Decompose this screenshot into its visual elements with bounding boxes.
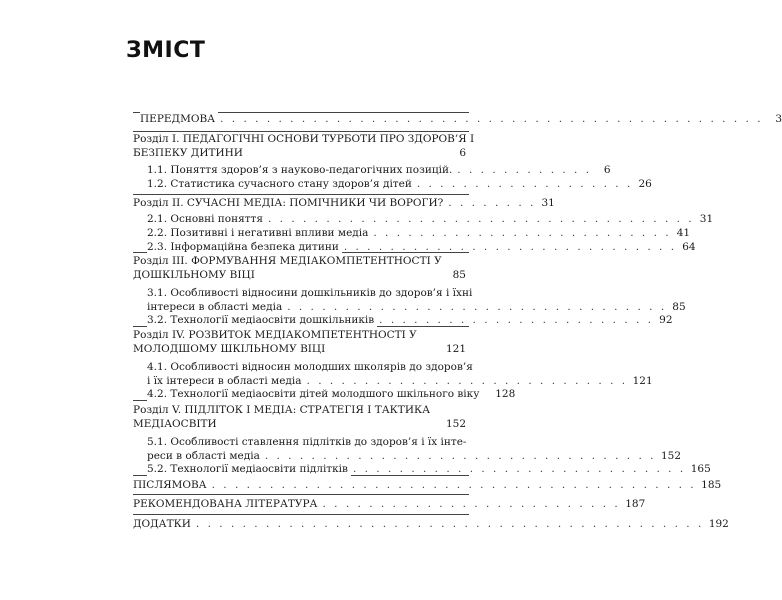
page-title: ЗМІСТ: [126, 38, 206, 63]
toc-entry-2-2: [147, 226, 691, 240]
toc-entry-2-3: [147, 240, 696, 254]
toc-entry-label: МОЛОДШОМУ ШКІЛЬНОМУ ВІЦІ: [133, 342, 328, 356]
toc-entry-3-1: [147, 300, 686, 314]
dot-leader: . . . . . . . . . . . . . . . . . . . . . . . . . . . . .: [343, 241, 677, 253]
toc-entry-4-2: [147, 387, 516, 401]
toc-entry-chapter-1: [133, 146, 466, 160]
toc-entry-label: 1.1. Поняття здоров’я з науково-педагогічних позицій.: [147, 163, 455, 177]
dot-leader: .: [259, 269, 266, 281]
toc-entry-label: Розділ IV. РОЗВИТОК МЕДІАКОМПЕТЕНТНОСТІ У: [133, 329, 417, 341]
toc-entry-2-1: [147, 212, 714, 226]
toc-page-number: 152: [660, 450, 681, 462]
toc-entry-label: ДОШКІЛЬНОМУ ВІЦІ: [133, 268, 258, 282]
toc-page-number: 92: [659, 314, 673, 326]
dot-leader: . . . . . . . . . . . . . . . . . . . . . . . . . . . . . . . . .: [287, 301, 667, 313]
separator-line: [133, 494, 469, 495]
toc-entry-label: Розділ І. ПЕДАГОГІЧНІ ОСНОВИ ТУРБОТИ ПРО ЗДОРОВ’Я І: [133, 133, 475, 145]
toc-entry-label: Розділ V. ПІДЛІТОК І МЕДІА: СТРАТЕГІЯ І ТАКТИКА: [133, 404, 431, 416]
toc-entry-label: 2.2. Позитивні і негативні впливи медіа: [147, 226, 371, 240]
toc-page-number: 152: [445, 418, 466, 430]
dot-leader: .: [221, 418, 228, 430]
toc-entry-afterword: [133, 478, 722, 492]
toc-entry-chapter-4: [133, 342, 466, 356]
toc-entry-4-1: [147, 374, 653, 388]
dot-leader: . . . . . . . . . . . . . . . . . . . . . . . . . . . . . . . . . .: [264, 450, 656, 462]
toc-entry-5-1-line1: [147, 435, 469, 449]
separator-line: [133, 194, 469, 195]
toc-entry-preface: [140, 112, 782, 126]
toc-page-number: 121: [445, 343, 466, 355]
toc-entry-chapter-2: [133, 196, 555, 210]
toc-entry-label: ПІСЛЯМОВА: [133, 478, 210, 492]
toc-page-number: 192: [708, 518, 729, 530]
dot-leader: . . . . . . . . . . . . . . . . . . . . . . . . . . . . . . . . . . . . . . . . . .: [211, 479, 697, 491]
toc-entry-chapter-3: [133, 268, 466, 282]
toc-entry-label: РЕКОМЕНДОВАНА ЛІТЕРАТУРА: [133, 497, 321, 511]
toc-page-number: 121: [632, 375, 653, 387]
dot-leader: . . . . . . . . . . . . . . . . . . . . . . . . . .: [322, 498, 621, 510]
dot-leader: .: [247, 147, 254, 159]
toc-entry-label: 5.1. Особливості ставлення підлітків до здоров’я і їх інте-: [147, 436, 467, 448]
toc-entry-label: БЕЗПЕКУ ДИТИНИ: [133, 146, 246, 160]
toc-page-number: 187: [625, 498, 646, 510]
toc-page-number: 31: [699, 213, 714, 225]
toc-entry-1-1: [147, 163, 611, 177]
toc-entry-label: 1.2. Статистика сучасного стану здоров’я дітей: [147, 177, 415, 191]
toc-page-number: 26: [638, 178, 652, 190]
dot-leader: . . . . . . . . . . . . . . . . . . . . . . . . . .: [373, 227, 672, 239]
toc-page-number: 31: [541, 197, 555, 209]
toc-entry-label: 2.1. Основні поняття: [147, 212, 266, 226]
toc-page-number: 64: [682, 241, 696, 253]
dot-leader: .: [330, 343, 337, 355]
toc-entry-label: 5.2. Технології медіаосвіти підлітків: [147, 462, 351, 476]
toc-entry-label: МЕДІАОСВІТИ: [133, 417, 220, 431]
toc-entry-5-2: [147, 462, 711, 476]
toc-page-number: 6: [603, 164, 611, 176]
dot-leader: . . . . . . . . . . . . . . . . . . . . . . . . . . . . .: [352, 463, 686, 475]
separator-line: [133, 514, 469, 515]
toc-entry-chapter-5-line1: [133, 403, 469, 417]
toc-entry-label: ПЕРЕДМОВА: [140, 112, 218, 126]
toc-entry-label: 4.1. Особливості відносин молодших школярів до здоров’я: [147, 361, 473, 373]
dot-leader: . . . . . . . . . . . . . . . . . . . . . . . . . . . . . . . . . . . . . . . . . . . .: [195, 518, 704, 530]
toc-page-number: 85: [672, 301, 686, 313]
toc-entry-chapter-1-line1: [133, 132, 475, 146]
toc-entry-5-1: [147, 449, 681, 463]
toc-entry-label: 2.3. Інформаційна безпека дитини: [147, 240, 342, 254]
toc-entry-chapter-4-line1: [133, 328, 469, 342]
toc-entry-label: Розділ ІІІ. ФОРМУВАННЯ МЕДІАКОМПЕТЕНТНОСТІ У: [133, 255, 442, 267]
toc-entry-chapter-3-line1: [133, 254, 469, 268]
toc-page-number: 85: [452, 269, 466, 281]
toc-entry-label: 3.2. Технології медіаосвіти дошкільників: [147, 313, 377, 327]
dot-leader: . . . . . . . . . . . .: [457, 164, 592, 176]
toc-entry-label: Розділ ІІ. СУЧАСНІ МЕДІА: ПОМІЧНИКИ ЧИ ВОРОГИ?: [133, 196, 446, 210]
dot-leader: . . . . . . . .: [448, 197, 536, 209]
toc-entry-label: 3.1. Особливості відносини дошкільників до здоров’я і їхні: [147, 287, 473, 299]
dot-leader: . . . . . . . . . . . . . . . . . . .: [416, 178, 633, 190]
toc-entry-4-1-line1: [147, 360, 473, 374]
dot-leader: .: [484, 388, 491, 400]
toc-entry-3-2: [147, 313, 673, 327]
toc-page-number: 165: [690, 463, 711, 475]
toc-entry-1-2: [147, 177, 652, 191]
toc-page-number: 41: [676, 227, 691, 239]
toc-entry-appendices: [133, 517, 729, 531]
toc-entry-label: 4.2. Технології медіаосвіти дітей молодшого шкільного віку: [147, 387, 482, 401]
dot-leader: . . . . . . . . . . . . . . . . . . . . . . . . . . . .: [306, 375, 628, 387]
toc-entry-label: і їх інтереси в області медіа: [147, 374, 305, 388]
toc-entry-label: ДОДАТКИ: [133, 517, 194, 531]
toc-page-number: 185: [701, 479, 722, 491]
toc-entry-3-1-line1: [147, 286, 473, 300]
toc-page-number: 6: [459, 147, 466, 159]
toc-entry-chapter-5: [133, 417, 466, 431]
toc-entry-bibliography: [133, 497, 646, 511]
dot-leader: . . . . . . . . . . . . . . . . . . . . . . . . . . . . . . . . . . . . . . . . . . . . . . .: [220, 113, 764, 125]
dot-leader: . . . . . . . . . . . . . . . . . . . . . . . . . . . . . . . . . . . . .: [267, 213, 695, 225]
toc-entry-label: інтереси в області медіа: [147, 300, 285, 314]
toc-entry-label: реси в області медіа: [147, 449, 263, 463]
dot-leader: . . . . . . . . . . . . . . . . . . . . . . . .: [379, 314, 654, 326]
toc-page-number: 3: [775, 113, 782, 125]
toc-page-number: 128: [495, 388, 516, 400]
